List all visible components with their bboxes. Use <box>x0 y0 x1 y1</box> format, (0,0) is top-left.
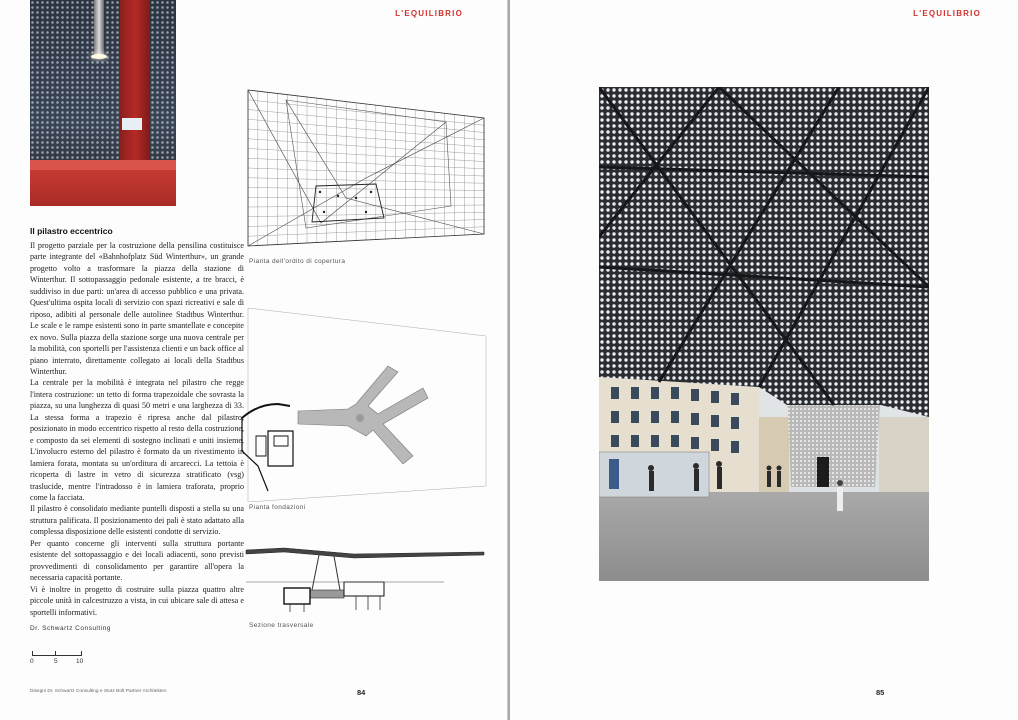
roof-framing-plan-drawing <box>246 88 486 248</box>
info-screen <box>122 118 142 130</box>
scale-label: 10 <box>76 658 84 665</box>
scale-bar <box>30 648 90 670</box>
cross-section-drawing <box>244 542 488 612</box>
canopy-photo <box>599 87 929 581</box>
scale-label: 5 <box>54 658 58 665</box>
paragraph: La centrale per la mobilità è integrata nel pilastro che regge l'intera costruzione: un tetto di forma trapezoidale che sovrasta la piazza, su una lunghezza di quasi 50 metri e una larghezza di 33. La stessa forma a trapezio è ripresa anche dal pilastro, posizionato in modo eccentrico rispetto al resto della costruzione, e composto da sei elementi di sostegno inclinati e uniti insieme. L'involucro esterno del pilastro è formato da un rivestimento in lamiera forata, montata su un'orditura di arcarecci. La tettoia è ricoperta di lastre in vetro di sicurezza stratificato (vsg) traslucide, mentre l'intradosso è in lamiera traforata, proprio come la facciata. <box>30 378 244 502</box>
paragraph: Il progetto parziale per la costruzione della pensilina costituisce parte integrante del «Bahnhofplatz Süd Winterthur», un grande progetto volto a trasformare la piazza della stazione di Winterthur. Il sottopassaggio pedonale esistente, a tre bracci, è suddiviso in due parti: un'area di accesso pubblico e una privata. Quest'ultima ospita locali di servizio con spazi ricreativi e sale di riposo, adibiti al personale delle autolinee Stadtbus Winterthur. Le scale e le rampe esistenti sono in parte smantellate e concepite ex novo. Sulla piazza della stazione sorge una nuova centrale per la mobilità, con sportelli per l'assistenza clienti e un back office al piano interrato, direttamente collegato ai locali della Stadtbus Winterthur. <box>30 241 244 376</box>
drawing-credits: Disegni Dr. Schwartz Consulting e Stutz Bolt Partner Architekten <box>30 689 167 694</box>
page-number-left: 84 <box>357 688 366 697</box>
red-counter <box>30 170 176 206</box>
caption-foundation-plan: Pianta fondazioni <box>249 504 306 511</box>
pendant-lamp <box>94 0 104 58</box>
paragraph: Il pilastro è consolidato mediante puntelli disposti a stella su una struttura palificata. Il posizionamento dei pali è stato adattato alla complessa disposizione delle esistenti condotte di servizio. <box>30 504 244 537</box>
right-page <box>510 0 1018 720</box>
scale-label: 0 <box>30 658 34 665</box>
paragraph: Per quanto concerne gli interventi sulla struttura portante esistente del sottopassaggio e dei locali adiacenti, sono previsti provvedimenti di consolidamento per garantire all'opera la necessaria capacità portante. <box>30 538 244 583</box>
paragraph: Vi è inoltre in progetto di costruire sulla piazza quattro altre piccole unità in calcestruzzo a vista, in cui ubicare sale di attesa e sportelli informativi. <box>30 584 244 617</box>
page-number-right: 85 <box>876 688 885 697</box>
foundation-plan-drawing <box>238 306 488 502</box>
author-credit: Dr. Schwartz Consulting <box>30 625 111 632</box>
caption-roof-plan: Pianta dell'ordito di copertura <box>249 258 346 265</box>
running-header-right: L'EQUILIBRIO <box>913 9 981 18</box>
interior-photo <box>30 0 176 206</box>
left-page <box>0 0 508 720</box>
running-header-left: L'EQUILIBRIO <box>395 9 463 18</box>
section-heading: Il pilastro eccentrico <box>30 226 113 236</box>
article-body <box>30 226 244 618</box>
red-column <box>120 0 150 170</box>
caption-cross-section: Sezione trasversale <box>249 622 314 629</box>
